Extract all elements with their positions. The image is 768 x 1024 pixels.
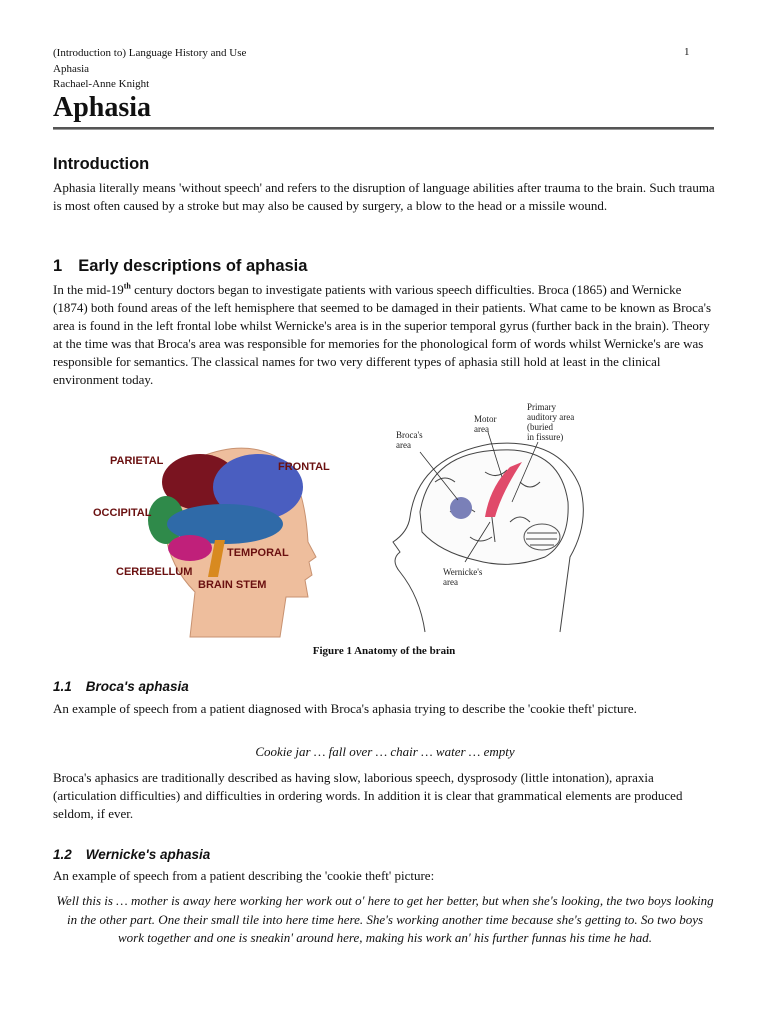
section-1-title: Early descriptions of aphasia	[78, 257, 308, 275]
cerebellum	[168, 535, 212, 561]
section-1-2-heading	[53, 847, 210, 862]
section-1-number: 1	[53, 257, 63, 275]
running-header-course: (Introduction to) Language History and Use	[53, 47, 247, 59]
section-1-1-title: Broca's aphasia	[85, 679, 189, 694]
brain-anatomy-figure	[90, 392, 730, 642]
section-1-paragraph: In the mid-19th century doctors began to investigate patients with various speech difficulties. Broca (1865) and Wernicke (1874) both found areas of the left hemisphere that seemed to be damaged in their patients. What came to be known as Broca's area is found in the left frontal lobe whilst Wernicke's area is in the superior temporal gyrus (further back in the brain). Theory at the time was that Broca's area was responsible for memories for the phonological form of words whilst Wernicke's are was responsible for semantics. The classical names for two very different types of aphasia still hold at least in the clinical environment today.	[53, 281, 712, 387]
page-title: Aphasia	[53, 92, 152, 123]
running-header-author: Rachael-Anne Knight	[53, 78, 150, 90]
label-broca-2: area	[396, 440, 411, 450]
lobes-illustration	[93, 448, 330, 637]
section-1-2-intro: An example of speech from a patient describing the 'cookie theft' picture:	[53, 868, 435, 883]
figure-caption: Figure 1 Anatomy of the brain	[312, 645, 456, 657]
label-primary-4: in fissure)	[527, 432, 564, 442]
label-parietal: PARIETAL	[110, 455, 164, 467]
section-1-2-title: Wernicke's aphasia	[85, 847, 211, 862]
section-1-2-example: Well this is … mother is away here working her work out o' here to get her better, but when she's looking, the two boys looking in the other part. One their small tile into here time here. She's working another time because she's getting to. So two boys work together and one is sneakin' around here, making his work an' his further funnas his time he had.	[56, 893, 714, 945]
label-brain-stem: BRAIN STEM	[198, 579, 267, 591]
intro-paragraph: Aphasia literally means 'without speech' and refers to the disruption of language abilities after trauma to the brain. Such trauma is most often caused by a stroke but may also be caused by surgery, a blow to the head or a missile wound.	[53, 180, 715, 213]
label-primary-2: auditory area	[527, 412, 575, 422]
label-wernicke-1: Wernicke's	[443, 567, 483, 577]
label-frontal: FRONTAL	[278, 461, 330, 473]
label-wernicke-2: area	[443, 577, 458, 587]
section-1-heading	[53, 257, 307, 276]
section-1-1-number: 1.1	[53, 679, 72, 694]
section-1-1-intro: An example of speech from a patient diagnosed with Broca's aphasia trying to describe the 'cookie theft' picture.	[53, 701, 637, 716]
label-primary-3: (buried	[527, 422, 553, 432]
label-motor-1: Motor	[474, 414, 497, 424]
running-header-topic: Aphasia	[53, 63, 90, 75]
label-cerebellum: CEREBELLUM	[116, 566, 193, 578]
section-1-2-number: 1.2	[53, 847, 72, 862]
label-occipital: OCCIPITAL	[93, 507, 152, 519]
label-broca-1: Broca's	[396, 430, 423, 440]
section-1-1-paragraph: Broca's aphasics are traditionally described as having slow, laborious speech, dysprosody (little intonation), apraxia (articulation difficulties) and difficulties in ordering words. In addition it is clear that grammatical elements are produced seldom, if ever.	[53, 770, 683, 821]
language-areas-diagram	[393, 443, 583, 632]
intro-heading: Introduction	[53, 155, 150, 173]
page-number: 1	[684, 46, 690, 58]
section-1-1-heading	[53, 679, 189, 694]
label-primary-1: Primary	[527, 402, 556, 412]
label-motor-2: area	[474, 424, 489, 434]
title-rule	[53, 127, 714, 130]
section-1-1-example: Cookie jar … fall over … chair … water … empty	[255, 744, 515, 759]
broca-area-spot	[450, 497, 472, 519]
label-temporal: TEMPORAL	[227, 547, 289, 559]
